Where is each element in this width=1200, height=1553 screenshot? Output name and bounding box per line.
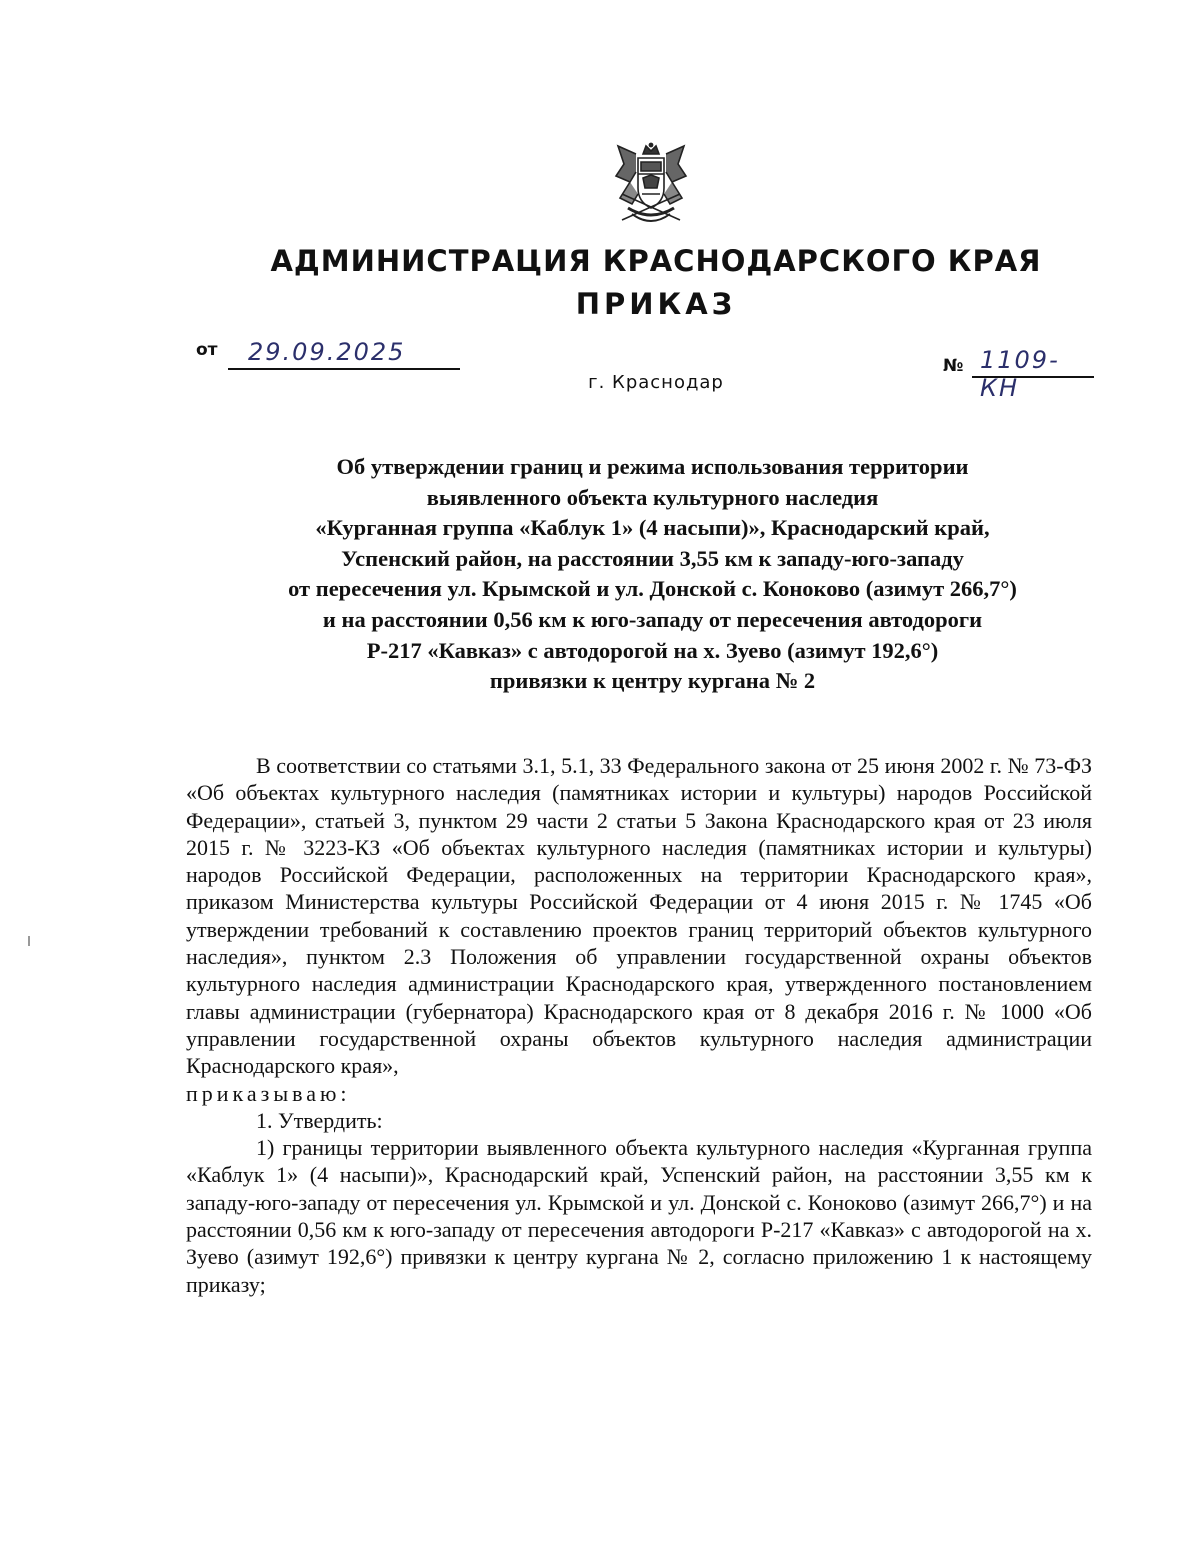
number-label: № — [943, 356, 964, 376]
list-item: 1) границы территории выявленного объекта культурного наследия «Курганная группа «Каблук 1» (4 насыпи)», Краснодарский край, Успенский район, на расстоянии 3,55 км к западу-юго-западу от пересечения ул. Крымской и ул. Донской с. Коноково (азимут 266,7°) и на расстоянии 0,56 км к юго-западу от пересечения автодороги Р-217 «Кавказ» с автодорогой на х. Зуево (азимут 192,6°) привязки к центру кургана № 2, согласно приложению 1 к настоящему приказу; — [186, 1135, 1092, 1297]
date-value: 29.09.2025 — [248, 338, 406, 366]
document-body — [186, 752, 1092, 1298]
organization-title: АДМИНИСТРАЦИЯ КРАСНОДАРСКОГО КРАЯ — [270, 244, 1042, 278]
list-item: 1. Утвердить: — [256, 1107, 383, 1133]
subject-line: от пересечения ул. Крымской и ул. Донской с. Коноково (азимут 266,7°) — [288, 576, 1017, 602]
subject-line: выявленного объекта культурного наследия — [426, 484, 879, 510]
subject-line: привязки к центру кургана № 2 — [489, 668, 816, 694]
subject-line: Об утверждении границ и режима использования территории — [336, 454, 969, 479]
scan-mark — [28, 936, 30, 946]
subject-line: «Курганная группа «Каблук 1» (4 насыпи)», Краснодарский край, — [315, 515, 990, 541]
order-word: приказываю: — [186, 1080, 351, 1106]
date-label: от — [196, 340, 218, 360]
document-type: ПРИКАЗ — [575, 287, 737, 321]
number-value: 1109-КН — [980, 346, 1060, 402]
date-field — [228, 336, 460, 370]
preamble-paragraph: В соответствии со статьями 3.1, 5.1, 33 Федерального закона от 25 июня 2002 г. № 73-ФЗ «Об объектах культурного наследия (памятниках истории и культуры) народов Российской Федерации», статьей 3, пунктом 29 части 2 статьи 5 Закона Краснодарского края от 23 июля 2015 г. № 3223-КЗ «Об объектах культурного наследия (памятниках истории и культуры) народов Российской Федерации, расположенных на территории Краснодарского края», приказом Министерства культуры Российской Федерации от 4 июня 2015 г. № 1745 «Об утверждении требований к составлению проектов границ территорий объектов культурного наследия», пунктом 2.3 Положения об управлении государственной охраны объектов культурного наследия администрации Краснодарского края, утвержденного постановлением главы администрации (губернатора) Краснодарского края от 8 декабря 2016 г. № 1000 «Об управлении государственной охраны объектов культурного наследия администрации Краснодарского края», — [186, 753, 1092, 1079]
document-subject — [180, 452, 1125, 697]
coat-of-arms-icon — [608, 142, 694, 228]
subject-line: и на расстоянии 0,56 км к юго-западу от пересечения автодороги — [322, 606, 983, 632]
subject-line: Успенский район, на расстоянии 3,55 км к западу-юго-западу — [341, 545, 964, 571]
city: г. Краснодар — [588, 372, 724, 393]
subject-line: Р-217 «Кавказ» с автодорогой на х. Зуево (азимут 192,6°) — [366, 637, 939, 663]
